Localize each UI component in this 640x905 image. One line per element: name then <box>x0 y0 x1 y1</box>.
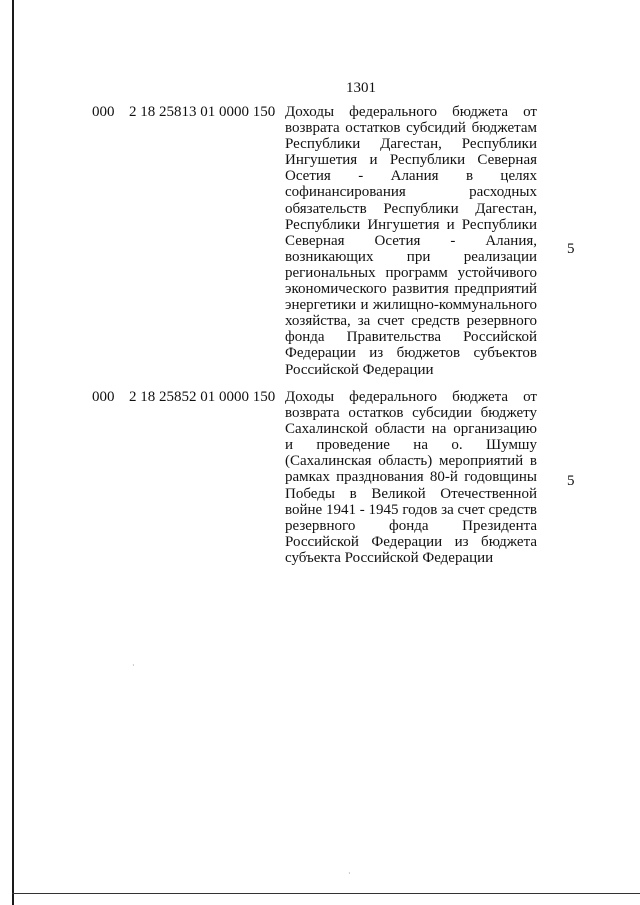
kbk-code: 2 18 25813 01 0000 150 <box>129 104 276 120</box>
admin-code: 000 <box>92 389 115 405</box>
page-number: 1301 <box>346 80 376 96</box>
entry-description: Доходы федерального бюджета от возврата остатков субсидий бюджетам Республики Дагестан, Республики Ингушетия и Республики Северная Осетия - Алания в целях софинансирования расходных обязательств Республики Дагестан, Республики Ингушетия и Республики Северная Осетия - Алания, возникающих при реализации региональных программ устойчивого экономического развития предприятий энергетики и жилищно-коммунального хозяйства, за счет средств резервного фонда Правительства Российской Федерации из бюджетов субъектов Российской Федерации <box>285 104 537 378</box>
scan-speck: · <box>348 869 351 878</box>
scan-speck: · <box>132 661 135 670</box>
entry-amount: 5 <box>567 473 575 489</box>
entry-description: Доходы федерального бюджета от возврата остатков субсидии бюджету Сахалинской области на организацию и проведение на о. Шумшу (Сахалинская область) мероприятий в рамках празднования 80-й годовщины Победы в Великой Отечественной войне 1941 - 1945 годов за счет средств резервного фонда Президента Российской Федерации из бюджета субъекта Российской Федерации <box>285 389 537 566</box>
entry-amount: 5 <box>567 241 575 257</box>
scan-left-edge-line <box>12 0 14 905</box>
scan-bottom-edge-line <box>12 893 640 894</box>
admin-code: 000 <box>92 104 115 120</box>
kbk-code: 2 18 25852 01 0000 150 <box>129 389 276 405</box>
